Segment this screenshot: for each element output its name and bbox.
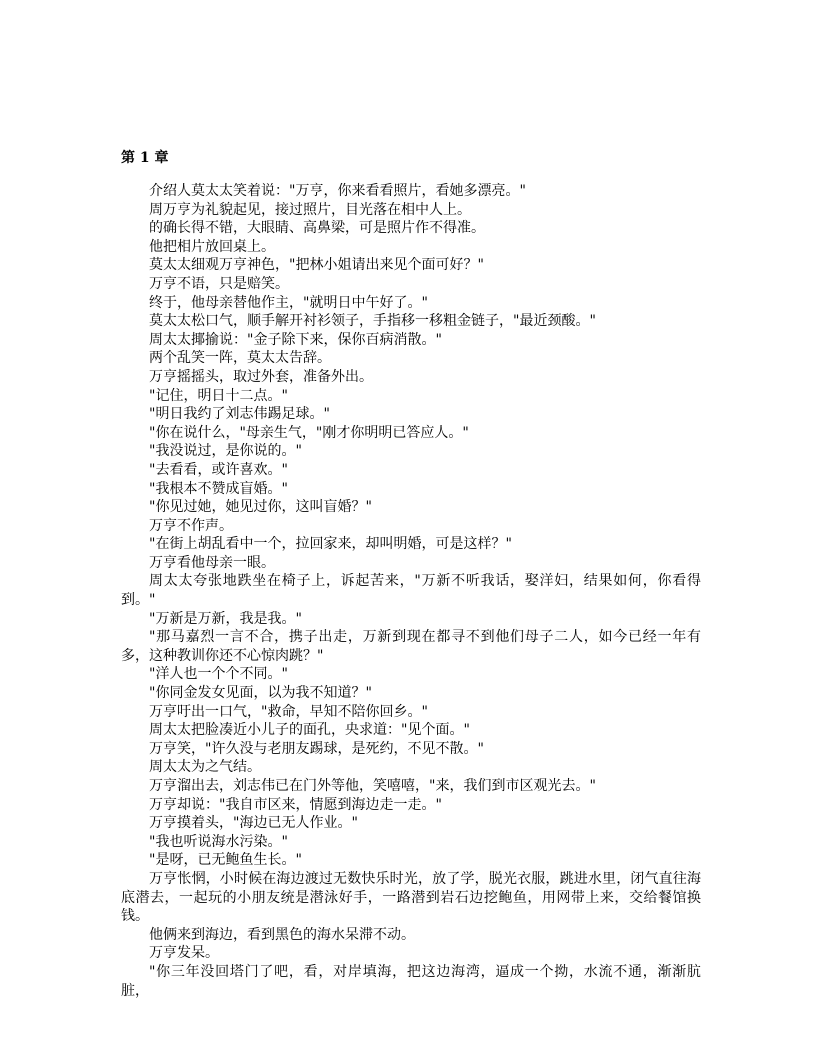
paragraph: 万亨摸着头，"海边已无人作业。" (149, 815, 358, 832)
paragraph: "我也听说海水污染。" (149, 833, 288, 850)
paragraph: 的确长得不错，大眼睛、高鼻梁，可是照片作不得准。 (149, 220, 485, 237)
paragraph: "在街上胡乱看中一个，拉回家来，却叫明婚，可是这样？" (149, 536, 512, 553)
paragraph: 万亨溜出去，刘志伟已在门外等他，笑嘻嘻，"来，我们到市区观光去。" (149, 778, 596, 794)
chapter-title: 第 1 章 (121, 150, 169, 166)
paragraph: "去看看，或许喜欢。" (149, 461, 288, 478)
paragraph: 周太太为之气结。 (149, 759, 261, 776)
paragraph: 莫太太松口气，顺手解开衬衫领子，手指移一移粗金链子，"最近颈酸。" (149, 313, 596, 330)
paragraph: 两个乱笑一阵，莫太太告辞。 (149, 350, 331, 367)
paragraph: 周太太夸张地跌坐在椅子上，诉起苦来，"万新不听我话，娶洋妇，结果如何，你看得到。" (121, 573, 701, 609)
paragraph: 万亨却说："我自市区来，情愿到海边走一走。" (149, 796, 442, 813)
paragraph: 周万亨为礼貌起见，接过照片，目光落在相中人上。 (149, 201, 471, 218)
paragraph: "记住，明日十二点。" (149, 387, 288, 404)
paragraph: 终于，他母亲替他作主，"就明日中午好了。" (149, 294, 428, 311)
paragraph: 万亨笑，"许久没与老朋友踢球，是死约，不见不散。" (149, 740, 484, 757)
paragraph: 万亨吁出一口气，"救命，早知不陪你回乡。" (149, 703, 428, 720)
paragraph: 周太太把脸凑近小儿子的面孔，央求道："见个面。" (149, 722, 470, 739)
paragraph: "你见过她，她见过你，这叫盲婚？" (149, 499, 372, 516)
paragraph: "我没说过，是你说的。" (149, 443, 302, 460)
paragraph: 万亨看他母亲一眼。 (149, 554, 275, 571)
paragraph: 莫太太细观万亨神色，"把林小姐请出来见个面可好？" (149, 257, 484, 274)
paragraph: 他俩来到海边，看到黑色的海水呆滞不动。 (149, 926, 415, 943)
paragraph: "万新是万新，我是我。" (149, 610, 302, 627)
chapter-body (121, 182, 701, 1000)
paragraph: 万亨不作声。 (149, 517, 233, 534)
paragraph: "我根本不赞成盲婚。" (149, 480, 288, 497)
paragraph: "你三年没回塔门了吧，看，对岸填海，把这边海湾，逼成一个拗，水流不通，渐渐肮脏， (121, 963, 701, 999)
paragraph: "洋人也一个个不同。" (149, 666, 288, 683)
paragraph: 万亨发呆。 (149, 945, 219, 962)
paragraph: "你同金发女见面，以为我不知道？" (149, 685, 372, 702)
paragraph: 介绍人莫太太笑着说："万亨，你来看看照片，看她多漂亮。" (149, 183, 526, 199)
paragraph: 万亨怅惘，小时候在海边渡过无数快乐时光，放了学，脱光衣服，跳进水里，闭气直往海底潜去，一起玩的小朋友统是潜泳好手，一路潜到岩石边挖鲍鱼，用网带上来，交给餐馆换钱。 (121, 870, 701, 925)
paragraph: "你在说什么，"母亲生气，"刚才你明明已答应人。" (149, 424, 469, 441)
paragraph: "那马嘉烈一言不合，携子出走，万新到现在都寻不到他们母子二人，如今已经一年有多，这种教训你还不心惊肉跳？" (121, 629, 701, 664)
paragraph: 万亨不语，只是赔笑。 (149, 275, 289, 292)
paragraph: 周太太揶揄说："金子除下来，保你百病消散。" (149, 331, 442, 348)
paragraph: 他把相片放回桌上。 (149, 238, 275, 255)
paragraph: "明日我约了刘志伟踢足球。" (149, 406, 330, 423)
paragraph: 万亨摇摇头，取过外套，准备外出。 (149, 368, 373, 385)
paragraph: "是呀，已无鲍鱼生长。" (149, 852, 302, 869)
